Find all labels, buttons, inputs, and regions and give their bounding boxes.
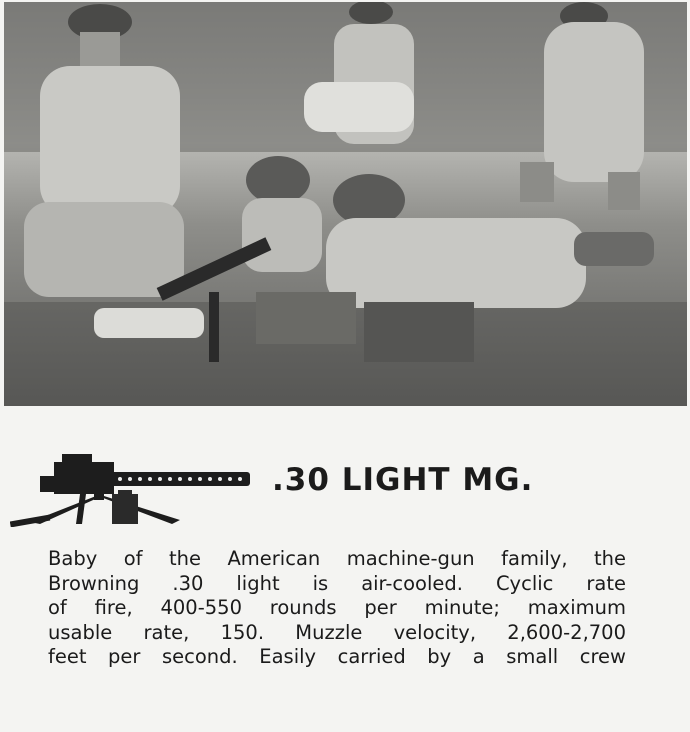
description-line: Browning .30 light is air-cooled. Cyclic rate: [48, 571, 626, 595]
soldiers-photo: [4, 2, 687, 406]
weapon-title: .30 LIGHT MG.: [272, 462, 534, 498]
description-line: usable rate, 150. Muzzle velocity, 2,600-2,700: [48, 620, 626, 644]
machine-gun-icon: [10, 432, 255, 527]
description-line: Baby of the American machine-gun family, the: [48, 547, 626, 570]
caption-section: [0, 406, 690, 732]
description-line: feet per second. Easily carried by a small crew: [48, 645, 626, 668]
weapon-description: [48, 547, 626, 670]
description-line: of fire, 400-550 rounds per minute; maximum: [48, 596, 626, 619]
